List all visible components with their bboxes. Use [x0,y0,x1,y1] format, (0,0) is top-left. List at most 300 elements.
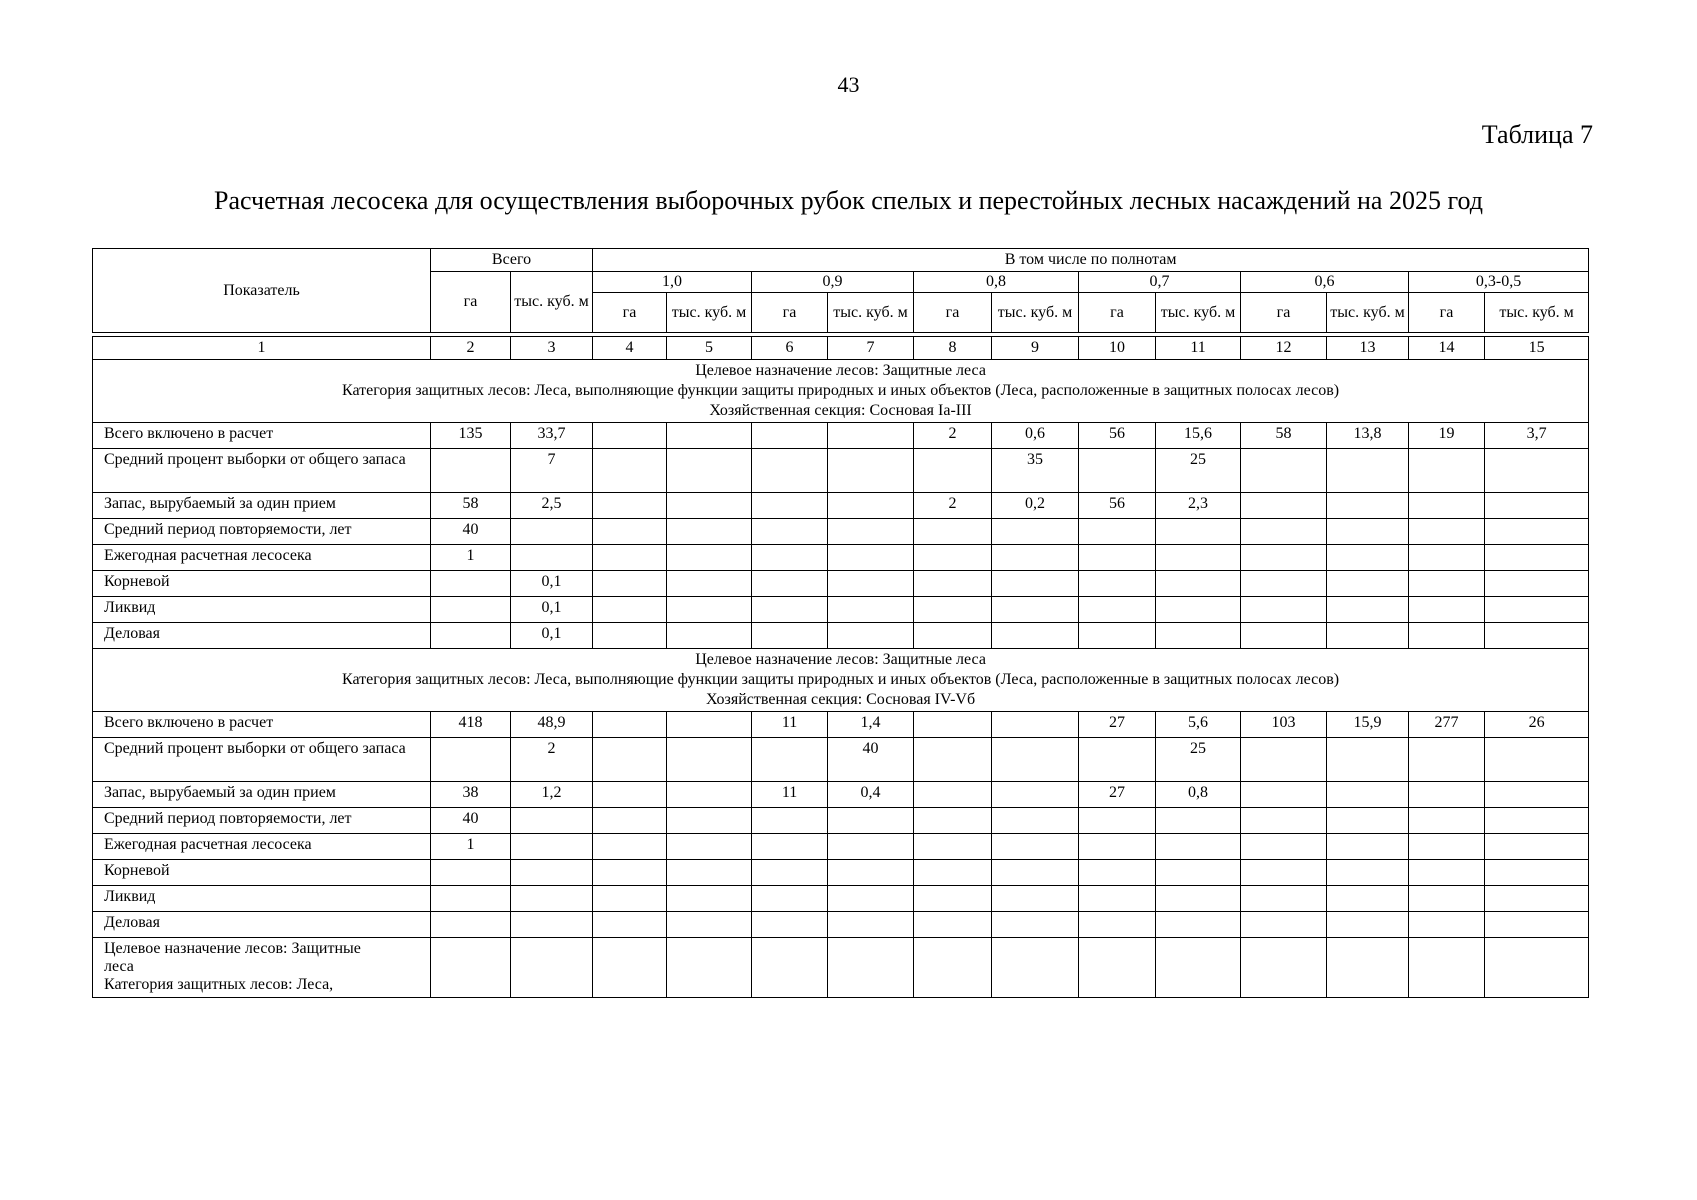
header-ha: га [1079,293,1156,333]
table-cell: 2,3 [1156,493,1241,519]
table-cell [914,860,992,886]
table-cell: 2 [914,423,992,449]
table-cell [667,571,752,597]
header-total: Всего [431,249,593,272]
table-cell [1079,938,1156,998]
table-cell [1485,912,1589,938]
table-cell [914,938,992,998]
table-cell [1409,938,1485,998]
table-cell [752,938,828,998]
table-cell: 0,1 [511,571,593,597]
table-cell [667,834,752,860]
row-label: Ликвид [93,886,431,912]
table-cell [1241,545,1327,571]
table-cell [828,808,914,834]
table-cell [828,912,914,938]
header-ha: га [914,293,992,333]
table-cell: 56 [1079,423,1156,449]
table-cell [992,912,1079,938]
table-cell: 27 [1079,712,1156,738]
table-cell [752,493,828,519]
table-cell [1485,738,1589,782]
table-row [93,912,1589,938]
table-cell [1327,808,1409,834]
table-cell [431,738,511,782]
table-cell [1327,886,1409,912]
table-cell [914,712,992,738]
trailing-section-row [93,938,1589,998]
row-label: Ежегодная расчетная лесосека [93,834,431,860]
table-cell [828,597,914,623]
table-cell: 418 [431,712,511,738]
table-cell: 3,7 [1485,423,1589,449]
table-cell [1409,623,1485,649]
table-cell [593,738,667,782]
table-cell [511,808,593,834]
table-cell [511,834,593,860]
table-cell [593,493,667,519]
table-cell [828,860,914,886]
table-cell: 40 [431,519,511,545]
table-cell [511,938,593,998]
table-cell [1485,782,1589,808]
table-cell [593,571,667,597]
table-cell [431,938,511,998]
table-cell [1156,860,1241,886]
table-cell [511,860,593,886]
table-cell [1079,519,1156,545]
header-total-ha: га [431,272,511,333]
table-row [93,519,1589,545]
table-cell [1327,782,1409,808]
table-cell: 2,5 [511,493,593,519]
table-cell: 48,9 [511,712,593,738]
table-cell [1156,912,1241,938]
table-cell [667,886,752,912]
table-cell: 2 [511,738,593,782]
table-row [93,782,1589,808]
table-cell [1409,519,1485,545]
header-total-vol: тыс. куб. м [511,272,593,333]
table-cell [1241,912,1327,938]
document-title: Расчетная лесосека для осуществления выборочных рубок спелых и перестойных лесных насаждений на 2025 год [214,186,1483,215]
table-cell [1079,545,1156,571]
table-cell: 0,4 [828,782,914,808]
table-cell: 26 [1485,712,1589,738]
table-row [93,597,1589,623]
table-cell [511,886,593,912]
table-cell [828,449,914,493]
table-cell [1409,886,1485,912]
table-cell [914,912,992,938]
table-row [93,886,1589,912]
table-cell [1241,519,1327,545]
table-cell [1079,597,1156,623]
table-cell: 33,7 [511,423,593,449]
table-cell [1079,571,1156,597]
table-cell [667,860,752,886]
section-heading-row [93,360,1589,423]
table-cell [752,808,828,834]
table-cell [752,545,828,571]
table-cell [593,912,667,938]
table-cell [431,449,511,493]
header-vol: тыс. куб. м [1156,293,1241,333]
section-economic-section: Хозяйственная секция: Сосновая Ia-III [709,402,972,419]
table-cell [667,597,752,623]
table-cell [593,860,667,886]
table-cell [667,912,752,938]
column-number: 2 [431,337,511,360]
table-cell [1485,449,1589,493]
table-cell [1485,623,1589,649]
table-cell [828,493,914,519]
column-number: 15 [1485,337,1589,360]
table-cell [992,571,1079,597]
table-cell [667,519,752,545]
table-cell [431,912,511,938]
table-cell [1485,886,1589,912]
table-cell [992,545,1079,571]
table-cell [667,782,752,808]
table-cell: 13,8 [1327,423,1409,449]
table-cell [752,449,828,493]
table-cell [914,623,992,649]
table-cell [667,423,752,449]
table-cell: 0,1 [511,597,593,623]
table-cell: 38 [431,782,511,808]
header-ha: га [1409,293,1485,333]
header-density-06: 0,6 [1241,272,1409,293]
table-cell [667,938,752,998]
table-cell [593,449,667,493]
table-cell [593,808,667,834]
section-heading [93,649,1589,712]
table-cell: 58 [1241,423,1327,449]
table-cell [992,623,1079,649]
table-row [93,545,1589,571]
table-cell [914,519,992,545]
table-row [93,808,1589,834]
table-cell [1485,545,1589,571]
table-cell [992,808,1079,834]
row-label: Корневой [93,860,431,886]
header-density-09: 0,9 [752,272,914,293]
table-label: Таблица 7 [1481,120,1593,149]
table-cell [992,782,1079,808]
table-cell [914,886,992,912]
table-cell: 1,2 [511,782,593,808]
row-label: Запас, вырубаемый за один прием [93,782,431,808]
table-cell [1241,449,1327,493]
table-cell [593,423,667,449]
table-cell [752,912,828,938]
table-cell [1485,808,1589,834]
table-cell [1079,860,1156,886]
table-cell [1156,808,1241,834]
table-cell [1156,623,1241,649]
table-cell [1079,834,1156,860]
table-cell [1485,519,1589,545]
allowable-cut-table [92,248,1589,998]
table-cell [593,545,667,571]
table-cell: 135 [431,423,511,449]
column-number: 12 [1241,337,1327,360]
table-cell: 0,1 [511,623,593,649]
table-row [93,449,1589,493]
table-cell [1241,738,1327,782]
table-cell [1485,860,1589,886]
table-cell [1156,597,1241,623]
table-cell [1327,571,1409,597]
row-label: Средний период повторяемости, лет [93,808,431,834]
column-number: 5 [667,337,752,360]
table-cell [752,860,828,886]
table-cell: 1,4 [828,712,914,738]
table-cell: 58 [431,493,511,519]
table-cell [1079,912,1156,938]
section-category: Категория защитных лесов: Леса, выполняющие функции защиты природных и иных объектов (Леса, расположенные в защитных полосах лесов) [342,671,1340,688]
row-label: Деловая [93,912,431,938]
header-density-08: 0,8 [914,272,1079,293]
table-cell [1327,623,1409,649]
table-cell [667,738,752,782]
table-cell [1241,860,1327,886]
table-cell [1327,738,1409,782]
table-cell: 0,2 [992,493,1079,519]
table-cell: 19 [1409,423,1485,449]
table-cell [752,834,828,860]
table-cell: 56 [1079,493,1156,519]
table-cell [752,519,828,545]
header-vol: тыс. куб. м [1485,293,1589,333]
table-cell: 35 [992,449,1079,493]
table-row [93,571,1589,597]
table-cell [593,623,667,649]
table-cell [1327,938,1409,998]
row-label: Ежегодная расчетная лесосека [93,545,431,571]
column-number: 14 [1409,337,1485,360]
table-cell [1409,597,1485,623]
table-cell [593,886,667,912]
table-cell [992,597,1079,623]
table-cell [1241,597,1327,623]
table-cell [593,938,667,998]
header-vol: тыс. куб. м [828,293,914,333]
table-cell [914,449,992,493]
section-heading-row [93,649,1589,712]
table-cell [914,571,992,597]
table-cell [1241,782,1327,808]
table-cell: 0,6 [992,423,1079,449]
table-cell [1409,912,1485,938]
table-row [93,860,1589,886]
table-cell: 2 [914,493,992,519]
row-label: Всего включено в расчет [93,712,431,738]
table-cell [914,597,992,623]
table-cell [992,860,1079,886]
table-cell [1409,738,1485,782]
row-label: Средний процент выборки от общего запаса [93,738,431,782]
table-cell [431,886,511,912]
table-cell [1485,493,1589,519]
table-cell [914,834,992,860]
column-number: 4 [593,337,667,360]
table-cell [828,423,914,449]
header-density-07: 0,7 [1079,272,1241,293]
table-cell [828,545,914,571]
table-cell [752,886,828,912]
table-cell [667,449,752,493]
table-cell: 5,6 [1156,712,1241,738]
header-vol: тыс. куб. м [992,293,1079,333]
table-cell [1327,545,1409,571]
column-number: 11 [1156,337,1241,360]
table-cell [992,834,1079,860]
table-cell [992,886,1079,912]
table-cell [1156,938,1241,998]
table-cell [1241,623,1327,649]
table-cell [1156,519,1241,545]
table-cell: 40 [431,808,511,834]
header-vol: тыс. куб. м [667,293,752,333]
table-cell [1079,886,1156,912]
trailing-label-line: Категория защитных лесов: Леса, [104,976,334,993]
table-cell [828,571,914,597]
table-cell [1327,519,1409,545]
table-cell [914,738,992,782]
table-cell [828,623,914,649]
table-cell [1079,449,1156,493]
table-cell [1327,834,1409,860]
table-row [93,834,1589,860]
table-cell [1156,545,1241,571]
page-number: 43 [837,72,860,97]
column-number: 6 [752,337,828,360]
column-number: 7 [828,337,914,360]
table-cell: 25 [1156,449,1241,493]
table-cell [1327,493,1409,519]
table-cell [1327,912,1409,938]
table-cell [667,623,752,649]
table-cell [1156,886,1241,912]
table-cell [992,938,1079,998]
row-label: Запас, вырубаемый за один прием [93,493,431,519]
header-vol: тыс. куб. м [1327,293,1409,333]
trailing-row-label [93,938,431,998]
table-cell [992,712,1079,738]
table-body [93,249,1589,998]
row-label: Средний период повторяемости, лет [93,519,431,545]
table-cell [667,808,752,834]
table-cell [1241,938,1327,998]
table-cell [752,423,828,449]
table-cell [828,886,914,912]
table-cell [667,712,752,738]
section-category: Категория защитных лесов: Леса, выполняющие функции защиты природных и иных объектов (Леса, расположенные в защитных полосах лесов) [342,382,1340,399]
table-cell: 7 [511,449,593,493]
table-cell [1409,493,1485,519]
table-cell: 11 [752,782,828,808]
row-label: Корневой [93,571,431,597]
section-purpose: Целевое назначение лесов: Защитные леса [695,362,986,379]
table-cell [511,545,593,571]
table-cell [1485,834,1589,860]
table-cell [1327,597,1409,623]
header-indicator: Показатель [93,249,431,333]
trailing-label-line: леса [104,958,134,975]
table-cell [431,571,511,597]
table-cell [667,545,752,571]
table-cell [593,782,667,808]
table-cell [667,493,752,519]
table-cell [1156,834,1241,860]
table-cell: 1 [431,834,511,860]
row-label: Средний процент выборки от общего запаса [93,449,431,493]
table-cell [1327,449,1409,493]
table-cell [1409,571,1485,597]
table-cell [1241,886,1327,912]
table-cell: 25 [1156,738,1241,782]
table-row [93,423,1589,449]
table-cell: 1 [431,545,511,571]
table-cell: 277 [1409,712,1485,738]
table-row [93,493,1589,519]
header-ha: га [1241,293,1327,333]
section-heading [93,360,1589,423]
trailing-label-line: Целевое назначение лесов: Защитные [104,940,361,957]
table-cell [1079,623,1156,649]
table-row [93,623,1589,649]
table-cell [1241,834,1327,860]
table-cell: 27 [1079,782,1156,808]
table-cell [1079,738,1156,782]
row-label: Деловая [93,623,431,649]
header-ha: га [752,293,828,333]
table-cell [992,519,1079,545]
table-cell [752,571,828,597]
section-purpose: Целевое назначение лесов: Защитные леса [695,651,986,668]
table-cell [593,597,667,623]
table-cell [1241,571,1327,597]
table-cell [1409,782,1485,808]
column-number: 10 [1079,337,1156,360]
table-cell [752,623,828,649]
table-cell [1079,808,1156,834]
header-density-03-05: 0,3-0,5 [1409,272,1589,293]
column-number: 3 [511,337,593,360]
table-cell [1409,545,1485,571]
table-cell [1241,808,1327,834]
table-cell [431,860,511,886]
column-number: 8 [914,337,992,360]
table-cell [593,834,667,860]
table-cell [914,545,992,571]
table-cell [828,834,914,860]
table-cell [1485,597,1589,623]
table-cell [1241,493,1327,519]
table-cell: 0,8 [1156,782,1241,808]
table-cell [1409,449,1485,493]
table-cell [511,519,593,545]
row-label: Всего включено в расчет [93,423,431,449]
table-cell [593,712,667,738]
row-label: Ликвид [93,597,431,623]
section-economic-section: Хозяйственная секция: Сосновая IV-Vб [706,691,976,708]
table-cell [1485,938,1589,998]
table-cell [1485,571,1589,597]
table-cell: 103 [1241,712,1327,738]
